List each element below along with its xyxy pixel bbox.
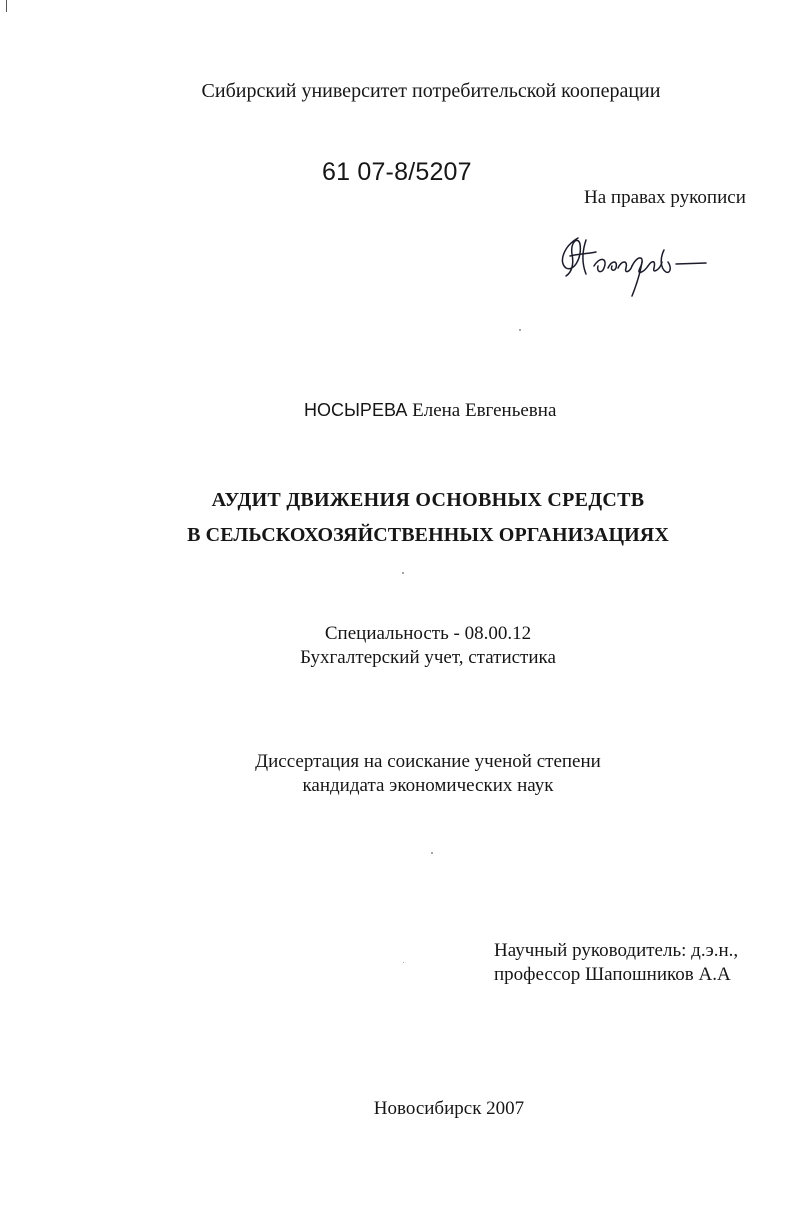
degree-statement-line-1: Диссертация на соискание ученой степени: [255, 751, 601, 772]
scan-speck: [519, 329, 521, 331]
manuscript-rights-note: На правах рукописи: [584, 187, 746, 208]
author-name: [304, 400, 556, 422]
scan-speck: [402, 572, 404, 574]
author-given-names: Елена Евгеньевна: [412, 400, 557, 421]
specialty-name: Бухгалтерский учет, статистика: [300, 647, 556, 668]
scan-speck: [403, 962, 404, 963]
supervisor-title: Научный руководитель: д.э.н.,: [494, 940, 739, 961]
scan-speck: [431, 852, 433, 854]
degree-statement-line-2: кандидата экономических наук: [302, 775, 554, 796]
supervisor-name: профессор Шапошников А.А: [494, 964, 731, 985]
university-name: Сибирский университет потребительской кооперации: [201, 80, 661, 102]
author-surname: НОСЫРЕВА: [304, 400, 408, 420]
dissertation-title-line-1: АУДИТ ДВИЖЕНИЯ ОСНОВНЫХ СРЕДСТВ: [211, 489, 645, 511]
scan-edge-mark: [6, 0, 7, 12]
specialty-code: Специальность - 08.00.12: [324, 623, 532, 644]
handwritten-signature: [556, 232, 726, 302]
city-and-year: Новосибирск 2007: [373, 1098, 525, 1119]
archive-code: 61 07-8/5207: [322, 158, 472, 186]
dissertation-title-line-2: В СЕЛЬСКОХОЗЯЙСТВЕННЫХ ОРГАНИЗАЦИЯХ: [187, 524, 669, 546]
